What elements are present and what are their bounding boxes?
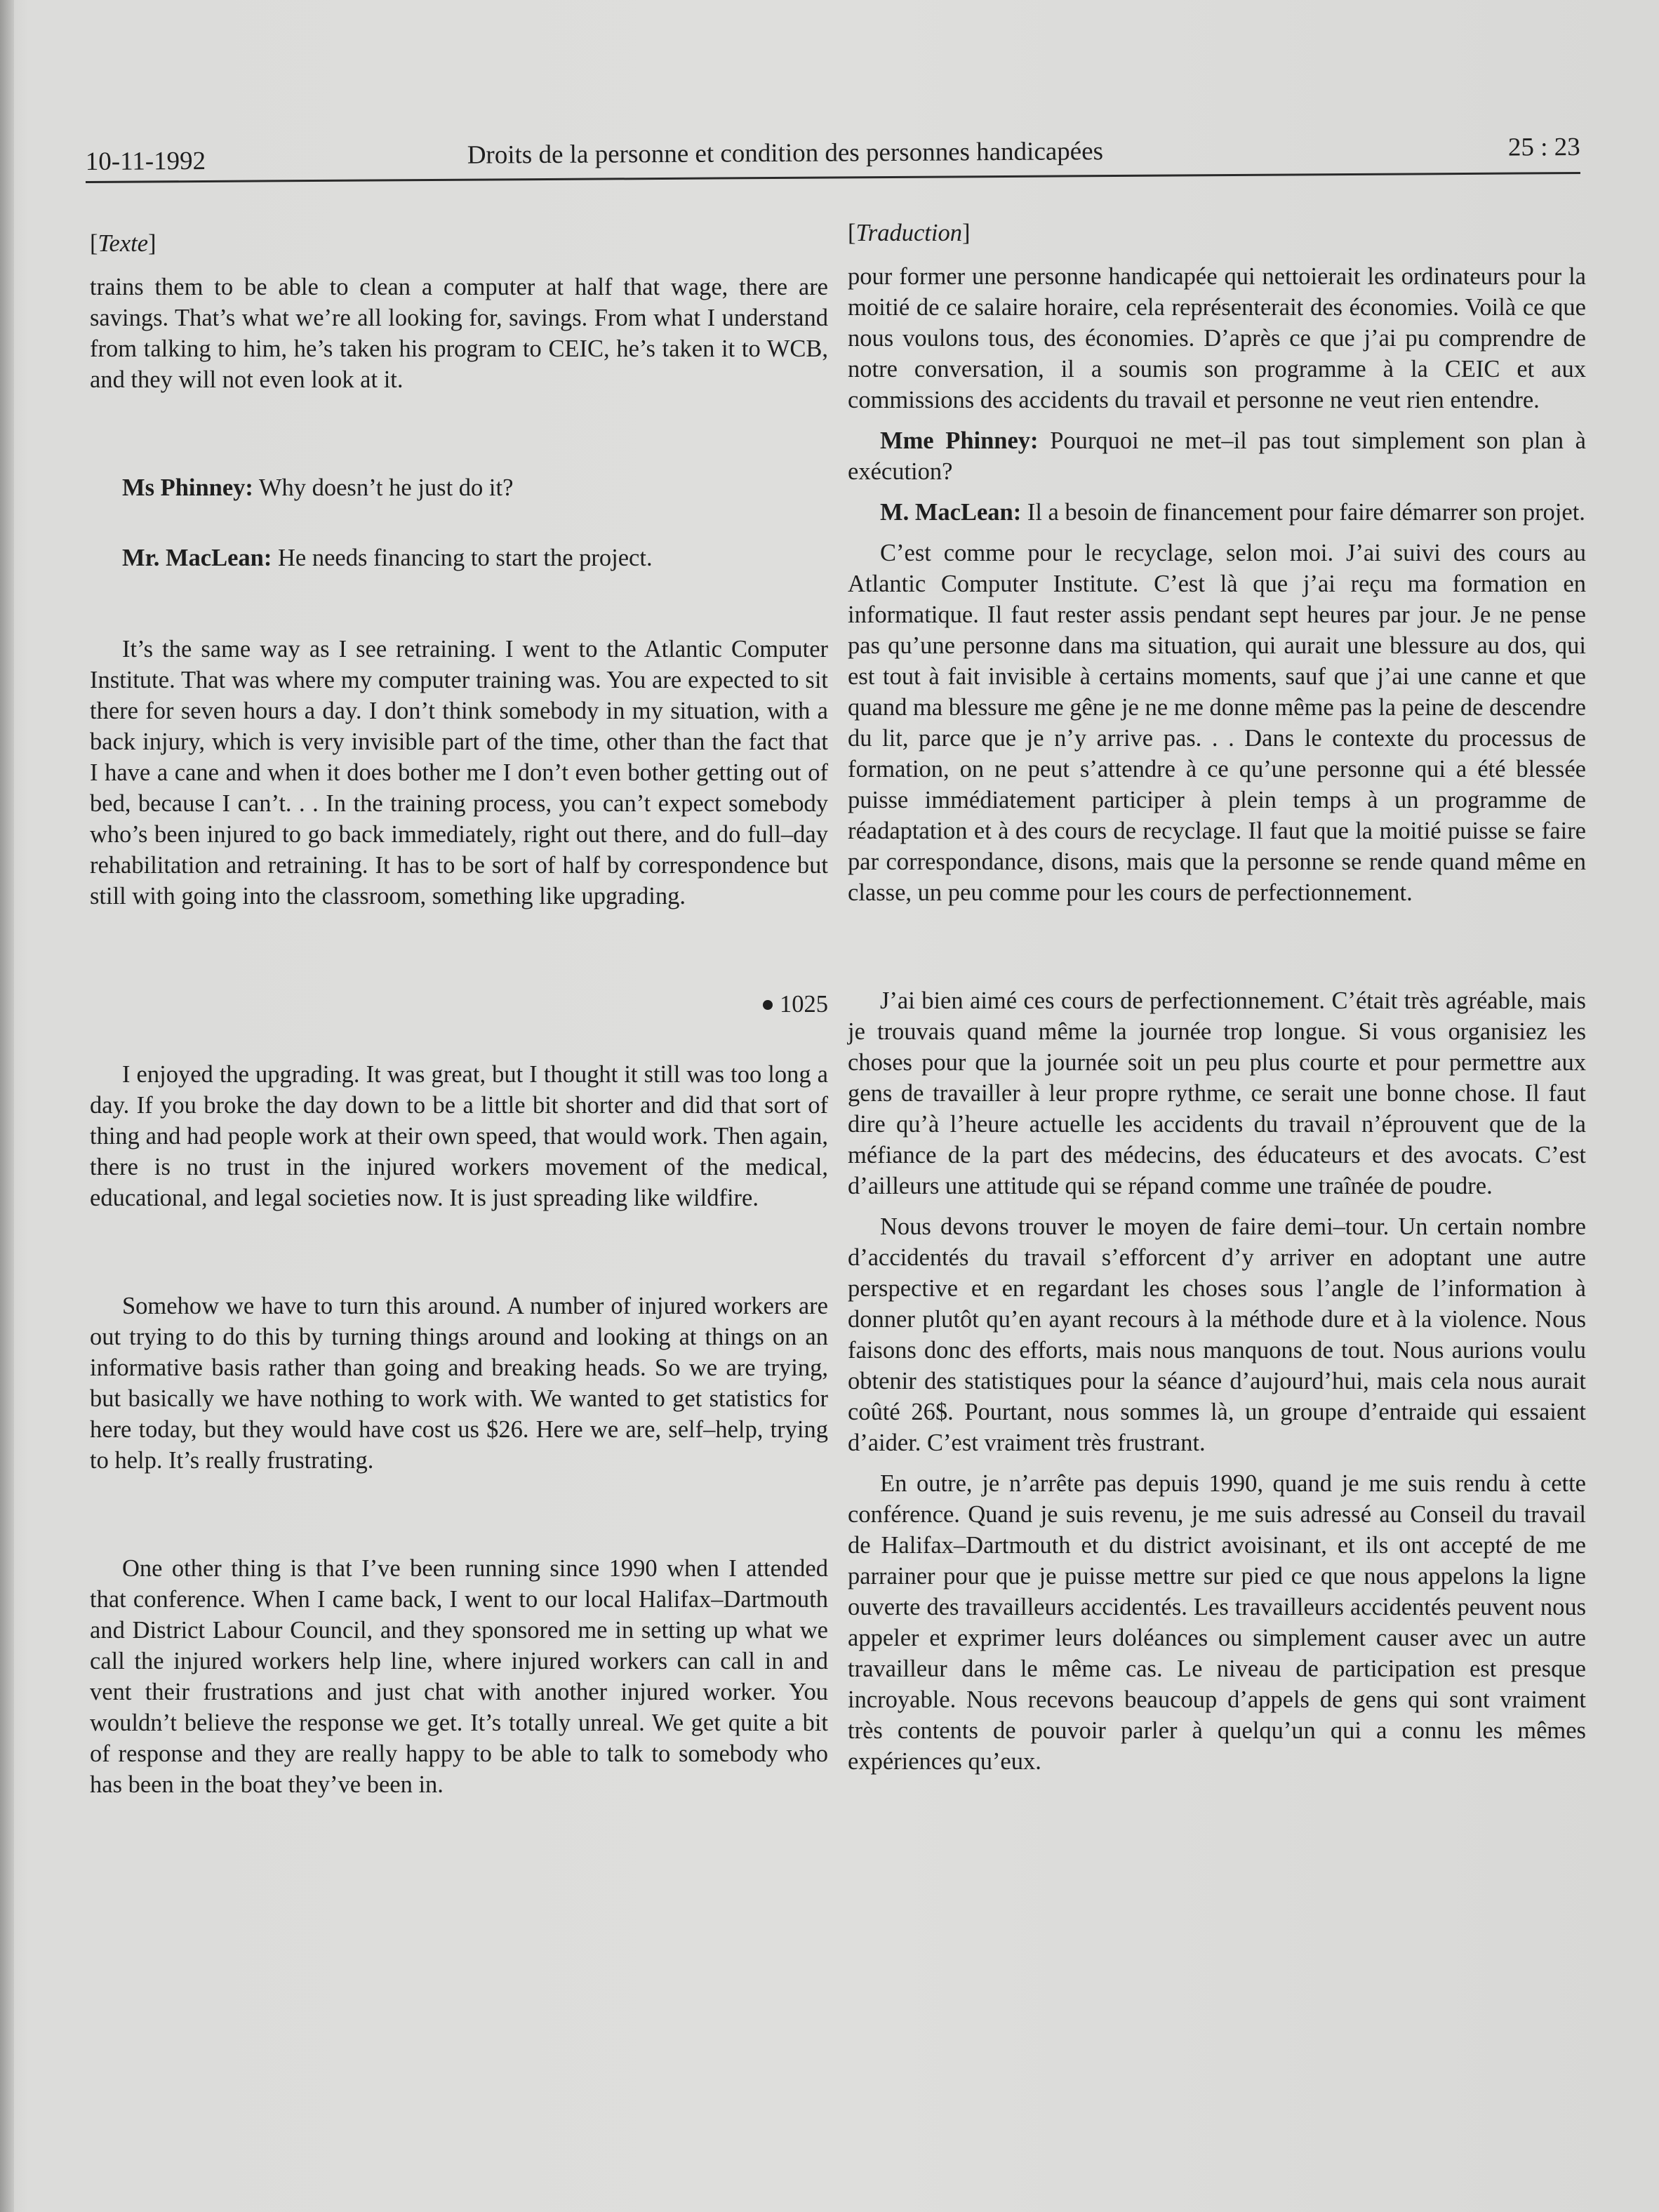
section-label-traduction: [Traduction] bbox=[848, 220, 971, 246]
speaker-name: Mme Phinney: bbox=[880, 427, 1039, 454]
page-edge-shadow bbox=[0, 0, 14, 2212]
header-title: Droits de la personne et condition des personnes handicapées bbox=[467, 137, 1104, 170]
paragraph: One other thing is that I’ve been running since 1990 when I attended that conference. When I came back, I went to our local Halifax–Dartmouth and District Labour Council, and they sponsored me in setting up what we call the injured workers help line, where injured workers can call in and vent their frustrations and just chat with another injured worker. You wouldn’t believe the response we get. It’s totally unreal. We get quite a bit of response and they are really happy to be able to talk to somebody who has been in the boat they’ve been in. bbox=[90, 1555, 828, 1798]
paragraph: Somehow we have to turn this around. A number of injured workers are out trying to do this by turning things around and looking at things on an informative basis rather than going and breaking heads. So we are trying, but basically we have nothing to work with. We wanted to get statistics for here today, but they would have cost us $26. Here we are, self–help, trying to help. It’s really frustrating. bbox=[90, 1293, 828, 1474]
paragraph-speaker: Mme Phinney: Pourquoi ne met–il pas tout simplement son plan à exécution? bbox=[848, 427, 1586, 485]
header-date: 10-11-1992 bbox=[85, 146, 206, 177]
paragraph: Nous devons trouver le moyen de faire demi–tour. Un certain nombre d’accidentés du travail s’efforcent d’y arriver en adoptant une autre perspective et en regardant les choses sous l’angle de l’information à donner plutôt qu’en ayant recours à la méthode dure et à la violence. Nous faisons donc des efforts, mais nous manquons de tout. Nous aurions voulu obtenir des statistiques pour la séance d’aujourd’hui, mais cela nous aurait coûté 26$. Pourtant, nous sommes là, un groupe d’entraide qui essaient d’aider. C’est vraiment très frustrant. bbox=[848, 1213, 1586, 1456]
section-label-texte: [Texte] bbox=[90, 230, 156, 257]
paragraph: I enjoyed the upgrading. It was great, but I thought it still was too long a day. If you broke the day down to be a little bit shorter and did that sort of thing and had people work at their own speed, that would work. Then again, there is no trust in the injured workers movement of the medical, educational, and legal societies now. It is just spreading like wildfire. bbox=[90, 1061, 828, 1211]
paragraph-speaker: M. MacLean: Il a besoin de financement pour faire démarrer son projet. bbox=[880, 499, 1585, 526]
speaker-name: Mr. MacLean: bbox=[122, 545, 272, 571]
right-column-french bbox=[848, 218, 1586, 1777]
paragraph-speaker: Mr. MacLean: He needs financing to start the project. bbox=[122, 545, 653, 571]
bullet-icon bbox=[763, 1000, 773, 1010]
timestamp: 1025 bbox=[90, 989, 828, 1020]
left-column-english bbox=[90, 228, 828, 1800]
paragraph: It’s the same way as I see retraining. I went to the Atlantic Computer Institute. That was where my computer training was. You are expected to sit there for seven hours a day. I don’t think somebody in my situation, with a back injury, which is very invisible part of the time, other than the fact that I have a cane and when it does bother me I don’t even bother getting out of bed, because I can’t. . . In the training process, you can’t expect somebody who’s been injured to go back immediately, right out there, and do full–day rehabilitation and retraining. It has to be sort of half by correspondence but still with going into the classroom, something like upgrading. bbox=[90, 636, 828, 910]
page-header bbox=[85, 116, 1580, 183]
speaker-name: M. MacLean: bbox=[880, 499, 1022, 526]
header-page-number: 25 : 23 bbox=[1507, 132, 1580, 162]
paragraph: pour former une personne handicapée qui nettoierait les ordinateurs pour la moitié de ce salaire horaire, cela représenterait des économies. Voilà ce que nous voulons tous, des économies. D’après ce que j’ai pu comprendre de notre conversation, il a soumis son programme à la CEIC et aux commissions des accidents du travail et personne ne veut rien entendre. bbox=[848, 263, 1586, 413]
paragraph: trains them to be able to clean a computer at half that wage, there are savings. That’s what we’re all looking for, savings. From what I understand from talking to him, he’s taken his program to CEIC, he’s taken it to WCB, and they will not even look at it. bbox=[90, 274, 828, 393]
speaker-name: Ms Phinney: bbox=[122, 474, 253, 501]
paragraph: C’est comme pour le recyclage, selon moi. J’ai suivi des cours au Atlantic Computer Institute. C’est là que j’ai reçu ma formation en informatique. Il faut rester assis pendant sept heures par jour. Je ne pense pas qu’une personne dans ma situation, qui aurait une blessure au dos, qui est tout à fait invisible à certains moments, sauf que j’ai une canne et que quand ma blessure me gêne je ne me donne même pas la peine de descendre du lit, parce que je n’y arrive pas. . . Dans le contexte du processus de formation, on ne peut s’attendre à ce qu’une personne qui a été blessée puisse immédiatement participer à plein temps à un programme de réadaptation et à des cours de recyclage. Il faut que la moitié puisse se faire par correspondance, disons, mais que la personne se rende quand même en classe, un peu comme pour les cours de perfectionnement. bbox=[848, 540, 1586, 906]
paragraph-speaker: Ms Phinney: Why doesn’t he just do it? bbox=[122, 474, 514, 501]
paragraph: En outre, je n’arrête pas depuis 1990, quand je me suis rendu à cette conférence. Quand je suis revenu, je me suis adressé au Conseil du travail de Halifax–Dartmouth et du district avoisinant, et ils ont accepté de me parrainer pour que je puisse mettre sur pied ce que nous appelons la ligne ouverte des travailleurs accidentés. Les travailleurs accidentés peuvent nous appeler et exprimer leurs doléances ou simplement causer avec un autre travailleur dans le même cas. Le niveau de participation est presque incroyable. Nous recevons beaucoup d’appels de gens qui sont vraiment très contents de pouvoir parler à quelqu’un qui a connu les mêmes expériences qu’eux. bbox=[848, 1470, 1586, 1775]
paragraph: J’ai bien aimé ces cours de perfectionnement. C’était très agréable, mais je trouvais quand même la journée trop longue. Si vous organisiez les choses pour que la journée soit un peu plus courte et pour permettre aux gens de travailler à leur propre rythme, ce serait une bonne chose. Il faut dire qu’à l’heure actuelle les accidents du travail n’éprouvent que de la méfiance de la part des médecins, des éducateurs et des avocats. C’est d’ailleurs une attitude qui se répand comme une traînée de poudre. bbox=[848, 987, 1586, 1199]
